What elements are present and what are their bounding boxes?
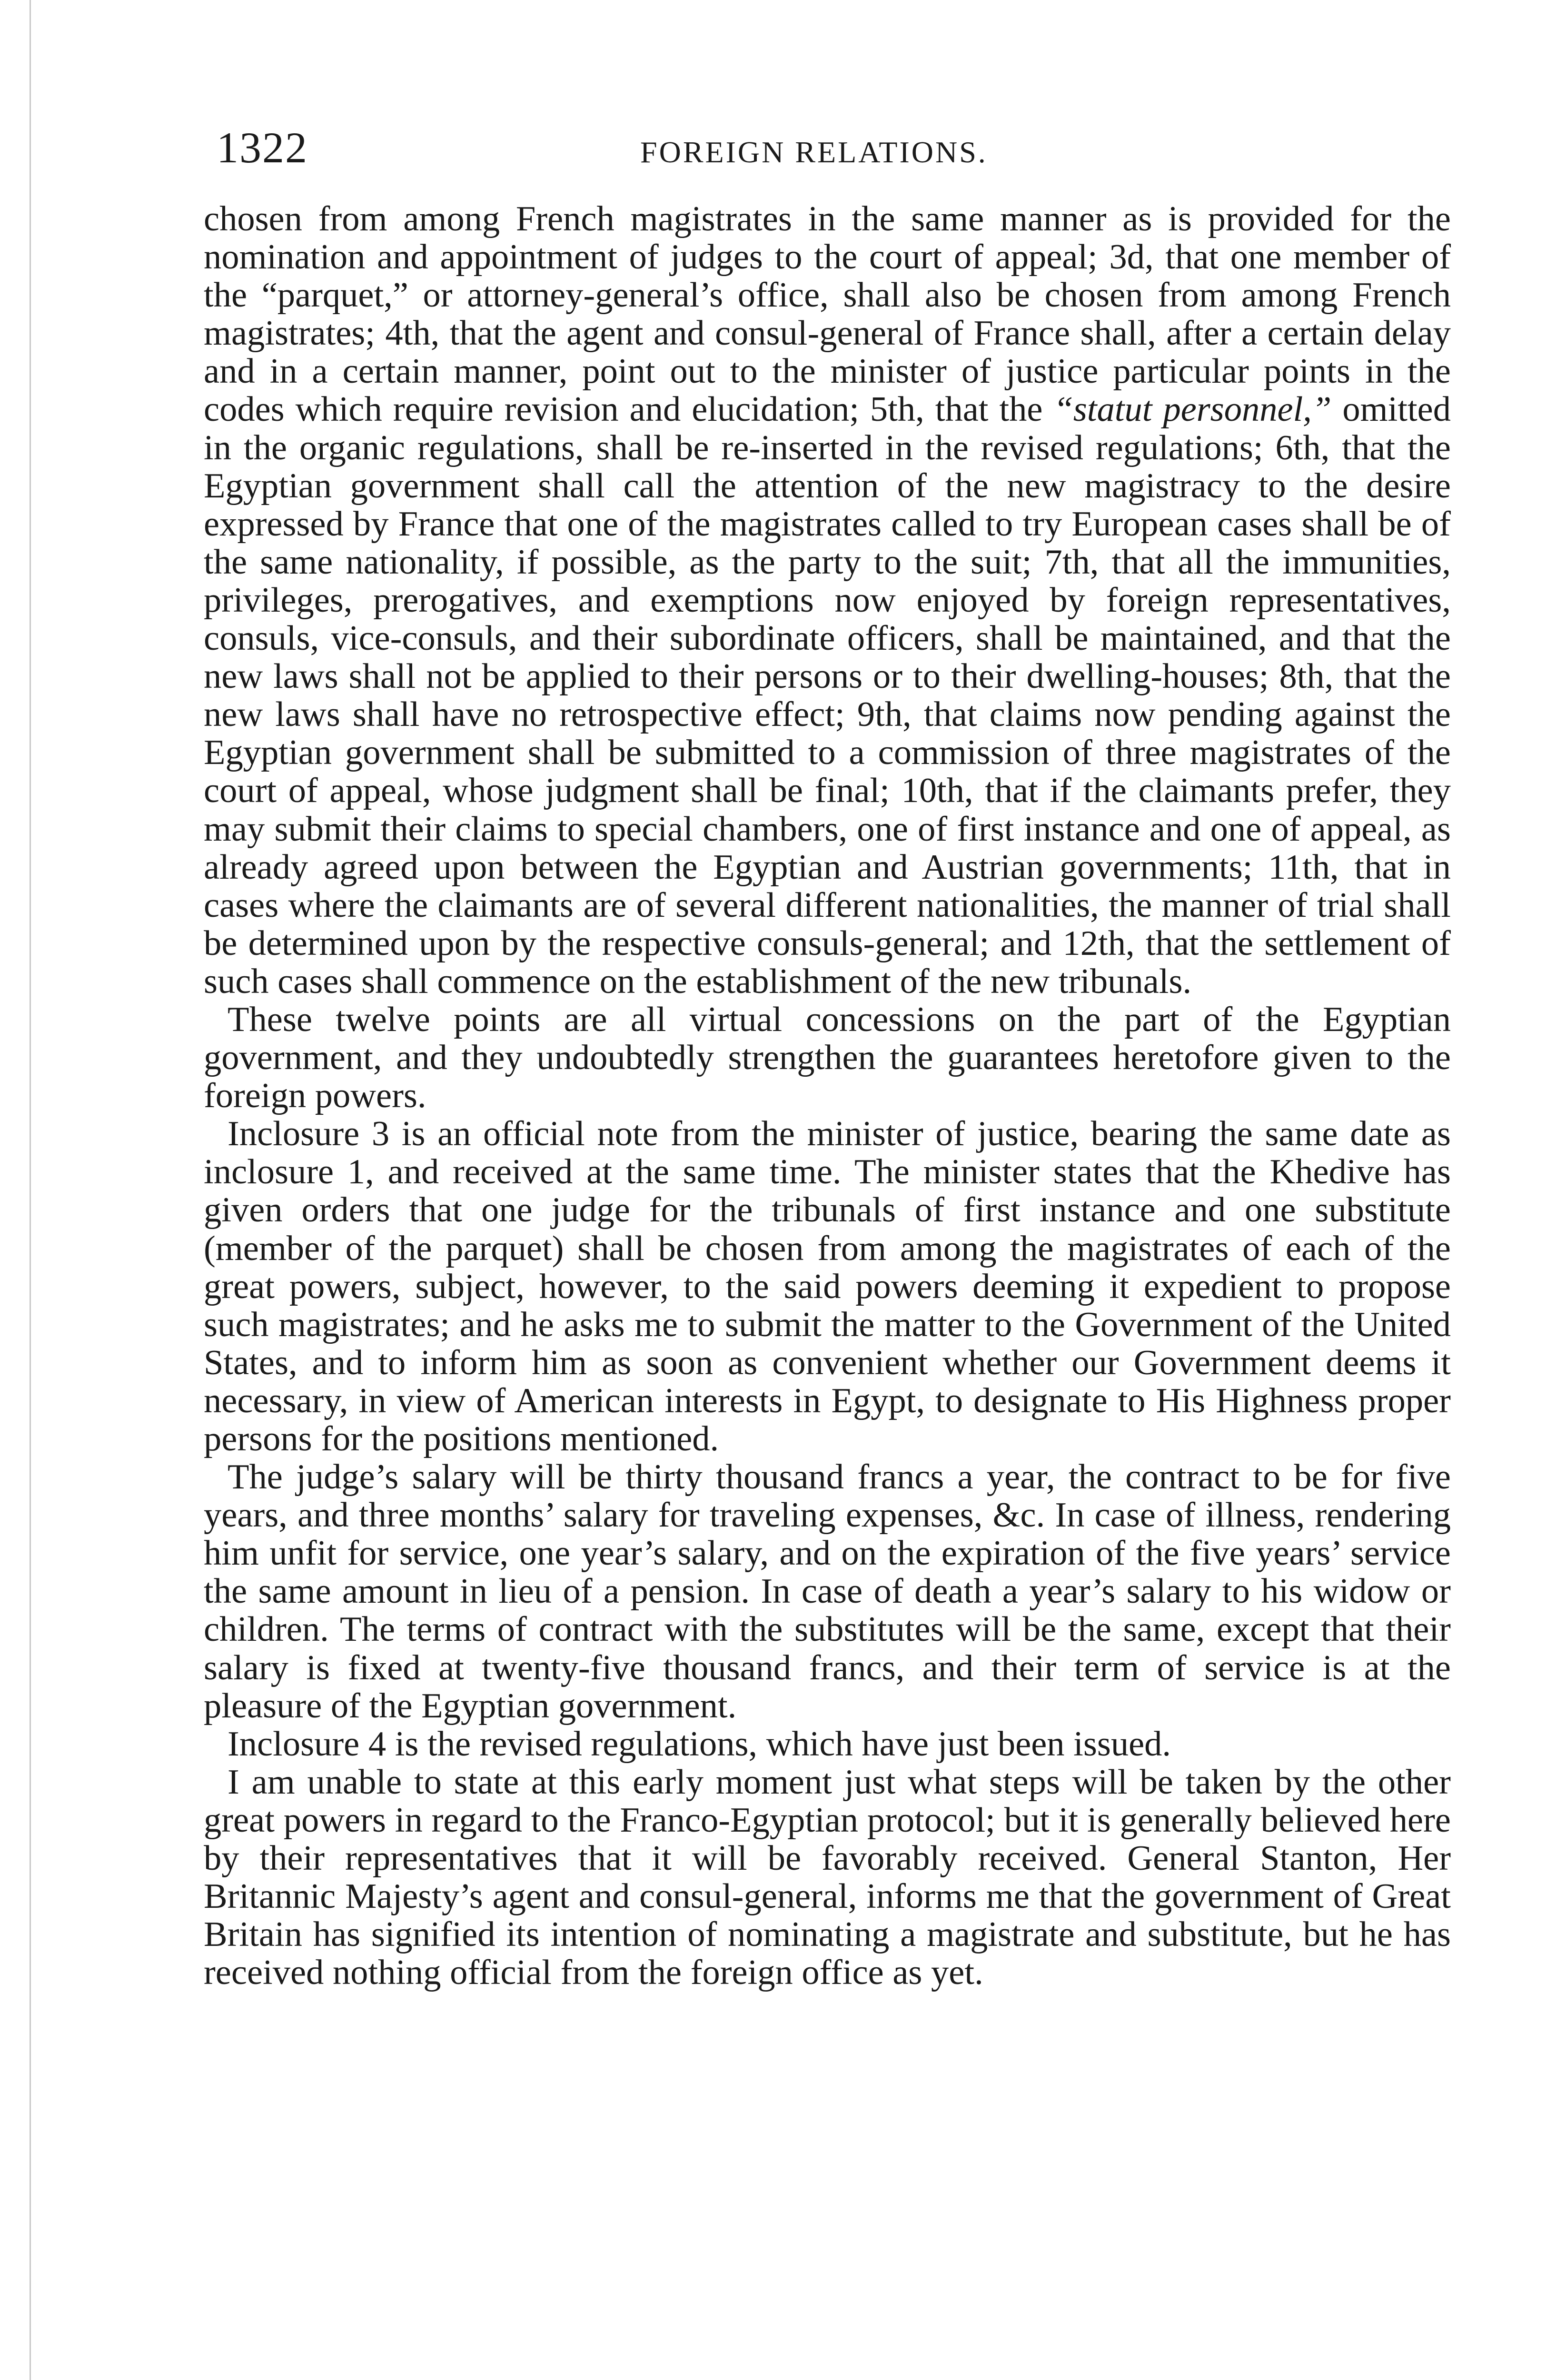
paragraph-great-powers: I am unable to state at this early moment just what steps will be taken by the other great powers in regard to the Franco-Egyptian protocol; but it is generally believed here by their representatives that it will be favorably received. General Stanton, Her Britannic Majesty’s agent and consul-general, informs me that the government of Great Britain has signified its intention of nominating a magistrate and substitute, but he has received nothing official from the foreign office as yet.	[204, 1762, 1451, 1993]
paragraph-continued-tail: omitted in the organic regulations, shall be re-inserted in the revised regulations; 6th, that the Egyptian government shall call the attention of the new magistracy to the desire expressed by France that one of the magistrates called to try European cases shall be of the same nationality, if possible, as the party to the suit; 7th, that all the immunities, privileges, prerogatives, and exemptions now enjoyed by foreign representatives, consuls, vice-consuls, and their subordinate officers, shall be maintained, and that the new laws shall not be applied to their persons or to their dwelling-houses; 8th, that the new laws shall have no retrospective effect; 9th, that claims now pending against the Egyptian government shall be submitted to a commission of three magistrates of the court of appeal, whose judgment shall be final; 10th, that if the claimants prefer, they may submit their claims to special chambers, one of first instance and one of appeal, as already agreed upon between the Egyptian and Austrian governments; 11th, that in cases where the claimants are of several different nationalities, the manner of trial shall be determined upon by the respective consuls-general; and 12th, that the settlement of such cases shall commence on the establishment of the new tribunals.	[204, 390, 1451, 1001]
running-head: FOREIGN RELATIONS.	[640, 135, 988, 169]
paragraph-judge-salary: The judge’s salary will be thirty thousand francs a year, the contract to be for five years, and three months’ salary for traveling expenses, &c. In case of illness, rendering him unfit for service, one year’s salary, and on the expiration of the five years’ service the same amount in lieu of a pension. In case of death a year’s salary to his widow or children. The terms of contract with the substitutes will be the same, except that their salary is fixed at twenty-five thousand francs, and their term of service is at the pleasure of the Egyptian government.	[204, 1458, 1451, 1726]
paragraph-twelve-points: These twelve points are all virtual concessions on the part of the Egyptian government, and they undoubtedly strengthen the guarantees heretofore given to the foreign powers.	[204, 1000, 1451, 1116]
paragraph-inclosure-4: Inclosure 4 is the revised regulations, which have just been issued.	[228, 1724, 1171, 1764]
scan-edge-line	[30, 0, 31, 2380]
paragraph-continued-lead: chosen from among French magistrates in the same manner as is provided for the nomination and appointment of judges to the court of appeal; 3d, that one member of the “parquet,” or attorney-general’s office, shall also be chosen from among French magistrates; 4th, that the agent and consul-general of France shall, after a certain delay and in a certain manner, point out to the minister of justice particular points in the codes which require revision and elucidation; 5th, that the	[204, 199, 1451, 429]
paragraph-continued	[204, 200, 1451, 1001]
paragraph-inclosure-3: Inclosure 3 is an official note from the minister of justice, bearing the same date as inclosure 1, and received at the same time. The minister states that the Khedive has given orders that one judge for the tribunals of first instance and one substitute (member of the parquet) shall be chosen from among the magistrates of each of the great powers, subject, however, to the said powers deeming it expedient to propose such magistrates; and he asks me to submit the matter to the Government of the United States, and to inform him as soon as convenient whether our Government deems it necessary, in view of American interests in Egypt, to designate to His Highness proper persons for the positions mentioned.	[204, 1114, 1451, 1458]
body-text	[204, 200, 1451, 1992]
page-header	[217, 121, 1454, 193]
statut-personnel-term: “statut personnel,”	[1053, 390, 1332, 429]
page-number: 1322	[217, 123, 308, 172]
